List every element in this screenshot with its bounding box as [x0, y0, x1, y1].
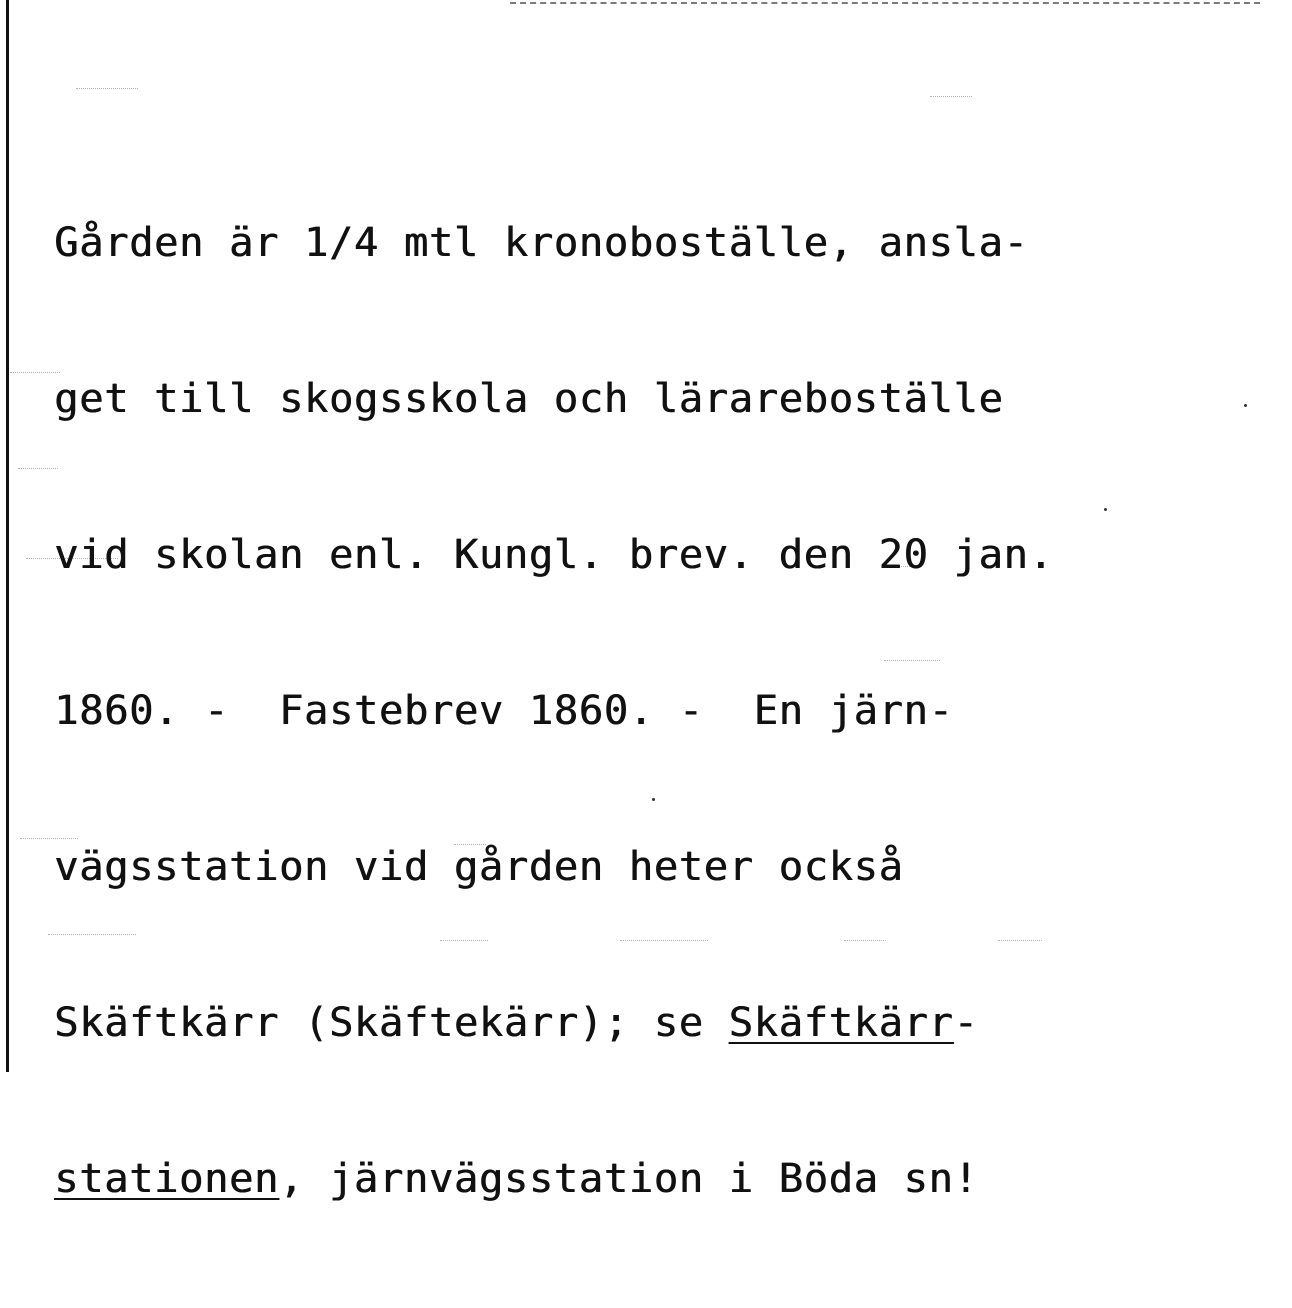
scan-noise	[930, 96, 972, 97]
text-segment: Skäftkärr (Skäftekärr); se	[54, 998, 729, 1046]
text-segment: , järnvägsstation i Böda sn!	[278, 1154, 979, 1202]
scan-noise	[76, 88, 138, 89]
text-line-7	[54, 1152, 1274, 1204]
text-segment: vid skolan enl. Kungl. brev. den 20 jan.	[54, 530, 1054, 578]
text-segment: Gården är 1/4 mtl kronoboställe, ansla-	[54, 218, 1029, 266]
text-segment: vägsstation vid gården heter också	[54, 842, 904, 890]
cross-reference-part-2: stationen	[54, 1154, 279, 1202]
text-line-2	[54, 372, 1274, 424]
text-line-4	[54, 684, 1274, 736]
text-line-5	[54, 840, 1274, 892]
scan-noise	[10, 372, 60, 373]
typed-entry-text	[54, 112, 1274, 1308]
text-segment: -	[953, 998, 979, 1046]
text-segment: get till skogsskola och lärareboställe	[54, 374, 1004, 422]
text-segment: 1860. - Fastebrev 1860. - En järn-	[54, 686, 954, 734]
text-line-3	[54, 528, 1274, 580]
card-top-edge	[510, 2, 1260, 6]
text-line-1	[54, 216, 1274, 268]
cross-reference-part-1: Skäftkärr	[728, 998, 954, 1046]
card-left-edge	[6, 0, 9, 1072]
text-line-6	[54, 996, 1274, 1048]
scan-noise	[18, 468, 58, 469]
